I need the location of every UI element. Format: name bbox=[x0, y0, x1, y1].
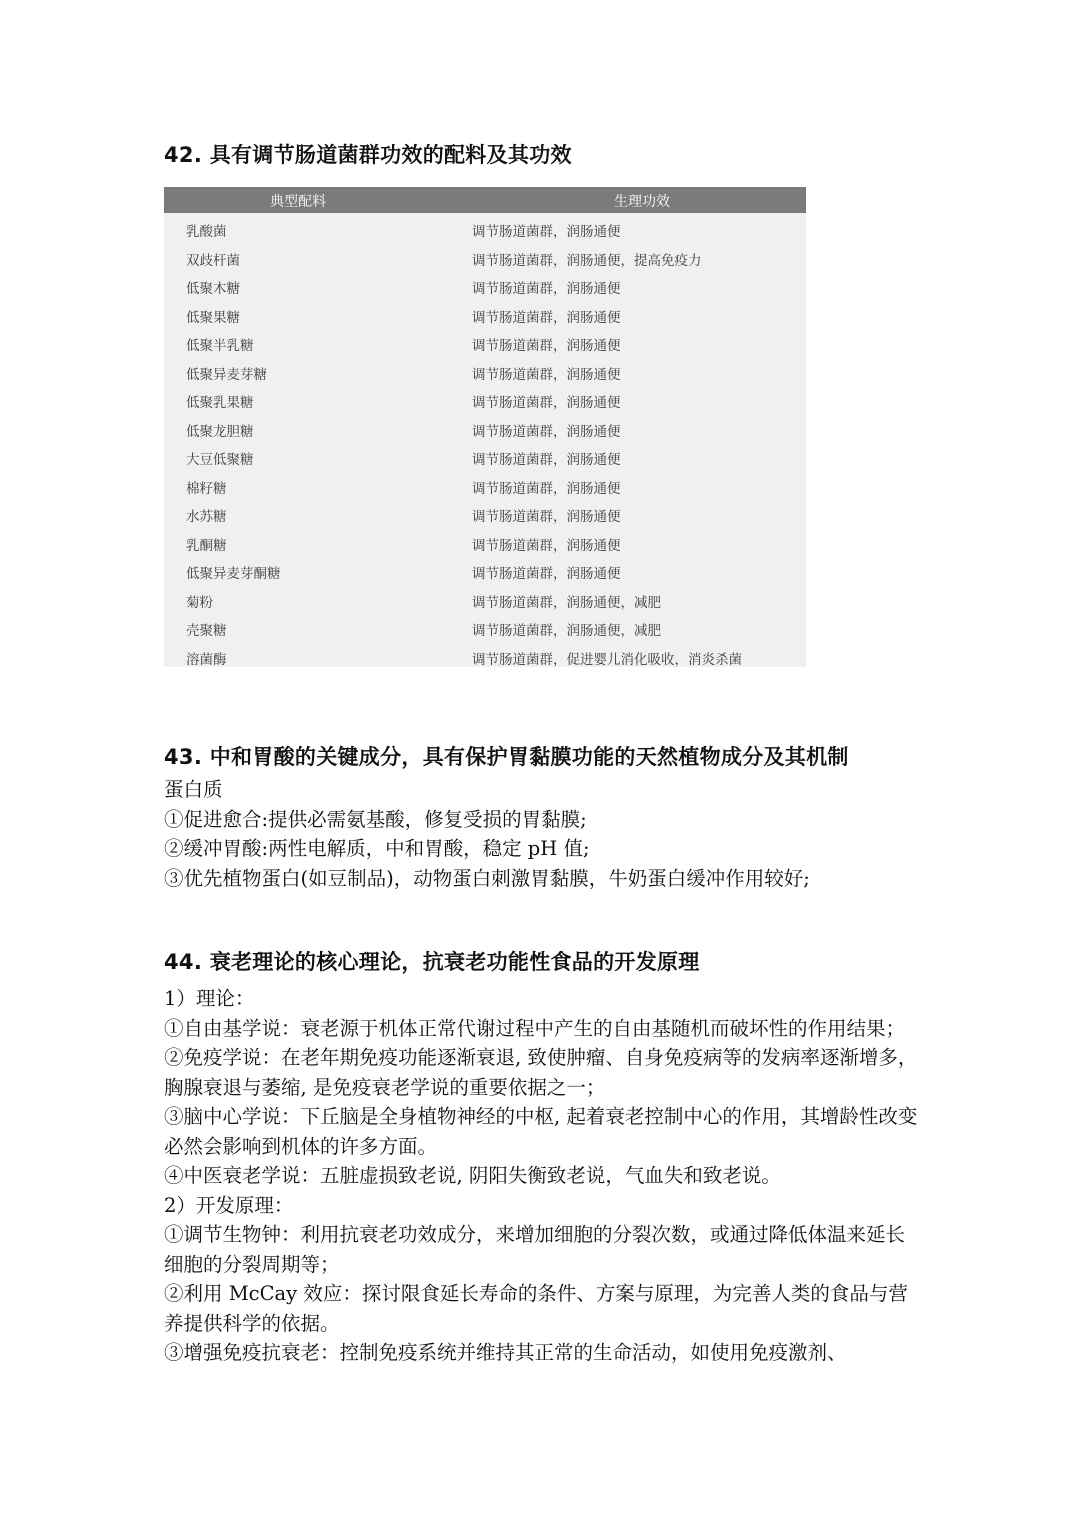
section-43-body bbox=[164, 775, 924, 893]
effect-cell: 调节肠道菌群，润肠通便 bbox=[472, 366, 621, 383]
paragraph: 1）理论： bbox=[164, 987, 255, 1010]
section-44-body bbox=[164, 984, 924, 1368]
table-row bbox=[164, 557, 806, 586]
effect-cell: 调节肠道菌群，润肠通便 bbox=[472, 395, 621, 411]
ingredient-cell: 低聚异麦芽糖 bbox=[186, 366, 267, 383]
table-row bbox=[164, 215, 806, 244]
table-row bbox=[164, 272, 806, 301]
ingredient-cell: 棉籽糖 bbox=[186, 480, 227, 497]
table-row bbox=[164, 301, 806, 330]
effect-cell: 调节肠道菌群，促进婴儿消化吸收，消炎杀菌 bbox=[472, 651, 742, 668]
table-row bbox=[164, 529, 806, 558]
table-header-effect: 生理功效 bbox=[614, 194, 670, 210]
paragraph: 蛋白质 bbox=[164, 778, 223, 801]
table-row bbox=[164, 472, 806, 501]
section-44-heading: 44. 衰老理论的核心理论，抗衰老功能性食品的开发原理 bbox=[164, 950, 700, 974]
table-row bbox=[164, 358, 806, 387]
table-row bbox=[164, 329, 806, 358]
paragraph: ①调节生物钟：利用抗衰老功效成分，来增加细胞的分裂次数，或通过降低体温来延长细胞的分裂周期等； bbox=[164, 1223, 906, 1276]
table-row bbox=[164, 643, 806, 672]
ingredient-table bbox=[164, 187, 806, 667]
paragraph: ①促进愈合:提供必需氨基酸，修复受损的胃黏膜; bbox=[164, 807, 587, 831]
paragraph: ③优先植物蛋白(如豆制品)，动物蛋白刺激胃黏膜，牛奶蛋白缓冲作用较好; bbox=[164, 866, 810, 890]
paragraph: ③脑中心学说：下丘脑是全身植物神经的中枢, 起着衰老控制中心的作用，其增龄性改变必然会影响到机体的许多方面。 bbox=[164, 1105, 918, 1158]
effect-cell: 调节肠道菌群，润肠通便 bbox=[472, 537, 621, 554]
ingredient-cell: 大豆低聚糖 bbox=[186, 452, 254, 468]
paragraph: ①自由基学说：衰老源于机体正常代谢过程中产生的自由基随机而破坏性的作用结果； bbox=[164, 1016, 906, 1040]
paragraph: ②缓冲胃酸:两性电解质，中和胃酸，稳定 pH 值; bbox=[164, 837, 590, 860]
effect-cell: 调节肠道菌群，润肠通便 bbox=[472, 452, 621, 468]
ingredient-cell: 低聚异麦芽酮糖 bbox=[186, 566, 281, 582]
table-row bbox=[164, 500, 806, 529]
ingredient-cell: 双歧杆菌 bbox=[186, 252, 240, 269]
ingredient-cell: 溶菌酶 bbox=[186, 651, 227, 668]
effect-cell: 调节肠道菌群，润肠通便 bbox=[472, 338, 621, 354]
ingredient-cell: 乳酮糖 bbox=[186, 537, 227, 554]
ingredient-cell: 菊粉 bbox=[186, 594, 213, 611]
paragraph: ③增强免疫抗衰老：控制免疫系统并维持其正常的生命活动，如使用免疫激剂、 bbox=[164, 1341, 847, 1364]
paragraph: ④中医衰老学说：五脏虚损致老说, 阴阳失衡致老说，气血失和致老说。 bbox=[164, 1164, 781, 1187]
ingredient-cell: 壳聚糖 bbox=[186, 623, 227, 639]
table-row bbox=[164, 443, 806, 472]
effect-cell: 调节肠道菌群，润肠通便 bbox=[472, 309, 621, 326]
paragraph: ②免疫学说：在老年期免疫功能逐渐衰退, 致使肿瘤、自身免疫病等的发病率逐渐增多，胸腺衰退与萎缩, 是免疫衰老学说的重要依据之一； bbox=[164, 1046, 918, 1099]
table-body bbox=[164, 213, 806, 671]
table-row bbox=[164, 386, 806, 415]
effect-cell: 调节肠道菌群，润肠通便，提高免疫力 bbox=[472, 252, 702, 269]
paragraph: ②利用 McCay 效应：探讨限食延长寿命的条件、方案与原理，为完善人类的食品与营养提供科学的依据。 bbox=[164, 1282, 908, 1335]
effect-cell: 调节肠道菌群，润肠通便 bbox=[472, 480, 621, 497]
effect-cell: 调节肠道菌群，润肠通便 bbox=[472, 224, 621, 240]
effect-cell: 调节肠道菌群，润肠通便 bbox=[472, 566, 621, 582]
ingredient-cell: 乳酸菌 bbox=[186, 224, 227, 240]
ingredient-cell: 低聚果糖 bbox=[186, 309, 240, 326]
ingredient-cell: 低聚乳果糖 bbox=[186, 395, 254, 411]
ingredient-cell: 低聚龙胆糖 bbox=[186, 423, 254, 440]
table-header-ingredient: 典型配料 bbox=[270, 194, 326, 210]
effect-cell: 调节肠道菌群，润肠通便 bbox=[472, 281, 621, 297]
ingredient-cell: 低聚半乳糖 bbox=[186, 338, 254, 354]
table-row bbox=[164, 415, 806, 444]
effect-cell: 调节肠道菌群，润肠通便 bbox=[472, 509, 621, 525]
table-header bbox=[164, 187, 806, 213]
table-row bbox=[164, 614, 806, 643]
effect-cell: 调节肠道菌群，润肠通便 bbox=[472, 423, 621, 440]
effect-cell: 调节肠道菌群，润肠通便，减肥 bbox=[472, 594, 661, 611]
section-42-heading: 42. 具有调节肠道菌群功效的配料及其功效 bbox=[164, 143, 572, 167]
table-row bbox=[164, 244, 806, 273]
paragraph: 2）开发原理： bbox=[164, 1193, 294, 1217]
section-43-heading: 43. 中和胃酸的关键成分，具有保护胃黏膜功能的天然植物成分及其机制 bbox=[164, 745, 849, 769]
effect-cell: 调节肠道菌群，润肠通便，减肥 bbox=[472, 623, 661, 639]
ingredient-cell: 水苏糖 bbox=[186, 509, 227, 525]
ingredient-cell: 低聚木糖 bbox=[186, 281, 240, 297]
table-row bbox=[164, 586, 806, 615]
